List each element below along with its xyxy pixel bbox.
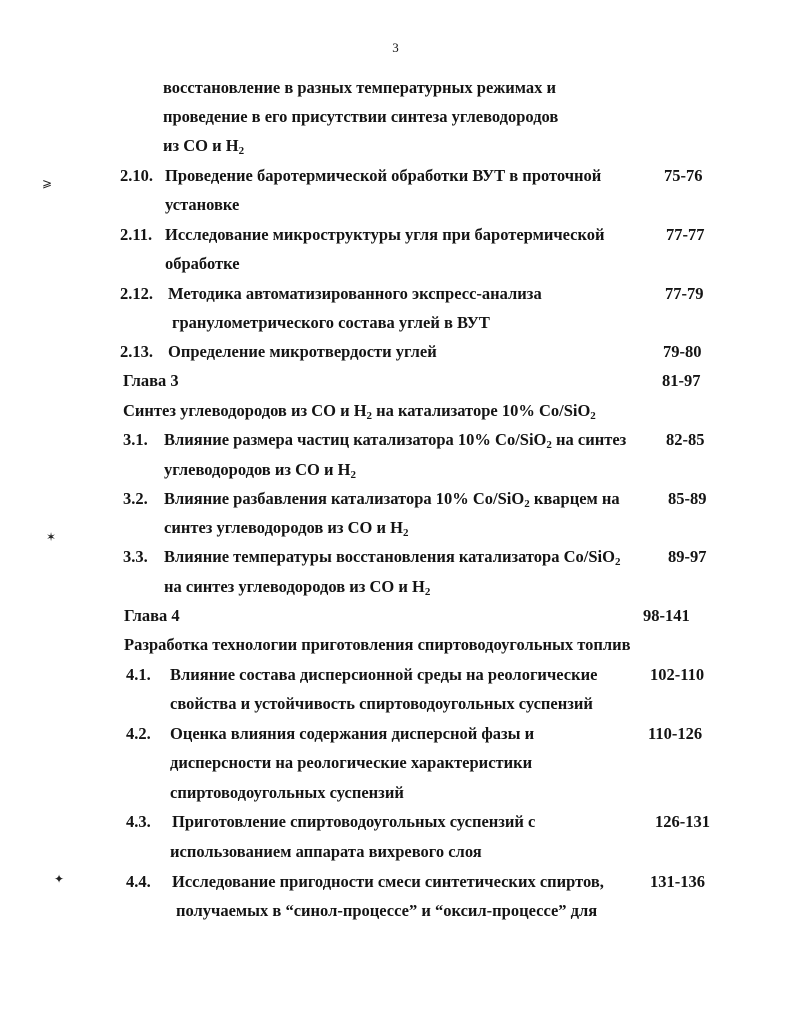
toc-entry-4-4-title: Исследование пригодности смеси синтетических спиртов, xyxy=(172,872,604,891)
toc-entry-3-2-title: Влияние разбавления катализатора 10% Co/SiO$_2$ кварцем на xyxy=(164,489,620,510)
toc-entry-2-11-title: Исследование микроструктуры угля при баротермической xyxy=(165,225,605,244)
toc-entry-4-2-title-cont-2: спиртоводоугольных суспензий xyxy=(170,783,404,802)
toc-entry-4-3-title-cont: использованием аппарата вихревого слоя xyxy=(170,842,482,861)
continuation-line-3: из CO и $H_2$ xyxy=(163,136,245,157)
toc-entry-2-12-pages: 77-79 xyxy=(665,284,704,303)
toc-entry-2-11-number: 2.11. xyxy=(120,225,153,244)
toc-entry-3-1-pages: 82-85 xyxy=(666,430,705,449)
toc-entry-2-13-pages: 79-80 xyxy=(663,342,702,361)
toc-entry-3-3-title: Влияние температуры восстановления катализатора Co/SiO$_2$ xyxy=(164,547,621,568)
toc-entry-4-3-pages: 126-131 xyxy=(655,812,710,831)
toc-entry-2-10-number: 2.10. xyxy=(120,166,153,185)
continuation-line-1: восстановление в разных температурных режимах и xyxy=(163,78,556,97)
toc-entry-4-2-title: Оценка влияния содержания дисперсной фазы и xyxy=(170,724,535,743)
toc-entry-4-2-number: 4.2. xyxy=(126,724,151,743)
toc-entry-4-1-title-cont: свойства и устойчивость спиртоводоугольных суспензий xyxy=(170,694,593,713)
toc-entry-4-1-pages: 102-110 xyxy=(650,665,705,684)
toc-entry-3-3-title-cont: на синтез углеводородов из CO и $H_2$ xyxy=(164,577,431,598)
toc-entry-2-13-title: Определение микротвердости углей xyxy=(168,342,437,361)
chapter-3-label: Глава 3 xyxy=(123,371,179,390)
toc-entry-2-10-pages: 75-76 xyxy=(664,166,703,185)
toc-entry-4-1-title: Влияние состава дисперсионной среды на реологические xyxy=(170,665,598,684)
toc-entry-2-11-pages: 77-77 xyxy=(666,225,705,244)
toc-entry-3-1-title: Влияние размера частиц катализатора 10% Co/SiO$_2$ на синтез xyxy=(164,430,627,451)
toc-entry-4-2-title-cont-1: дисперсности на реологические характеристики xyxy=(170,753,533,772)
toc-entry-3-1-title-cont: углеводородов из CO и $H_2$ xyxy=(164,460,356,481)
toc-entry-2-11-title-cont: обработке xyxy=(165,254,240,273)
toc-entry-3-2-number: 3.2. xyxy=(123,489,148,508)
scan-mark: ✦ xyxy=(54,872,65,886)
toc-entry-3-3-number: 3.3. xyxy=(123,547,148,566)
toc-entry-4-4-number: 4.4. xyxy=(126,872,151,891)
toc-entry-3-3-pages: 89-97 xyxy=(668,547,707,566)
chapter-4-pages: 98-141 xyxy=(643,606,690,625)
chapter-4-label: Глава 4 xyxy=(124,606,180,625)
toc-entry-4-3-title: Приготовление спиртоводоугольных суспензий с xyxy=(172,812,536,831)
toc-entry-4-2-pages: 110-126 xyxy=(648,724,703,743)
toc-entry-4-3-number: 4.3. xyxy=(126,812,151,831)
toc-entry-4-1-number: 4.1. xyxy=(126,665,151,684)
toc-entry-4-4-title-cont: получаемых в “синол-процессе” и “оксил-процессе” для xyxy=(176,901,598,920)
toc-entry-3-1-number: 3.1. xyxy=(123,430,148,449)
chapter-3-title: Синтез углеводородов из CO и $H_2$ на катализаторе 10% Co/SiO$_2$ xyxy=(123,401,596,422)
scan-mark: ✶ xyxy=(46,530,57,544)
toc-entry-2-13-number: 2.13. xyxy=(120,342,153,361)
toc-entry-3-2-pages: 85-89 xyxy=(668,489,707,508)
toc-entry-2-10-title-cont: установке xyxy=(165,195,240,214)
continuation-line-2: проведение в его присутствии синтеза углеводородов xyxy=(163,107,559,126)
toc-entry-2-12-title-cont: гранулометрического состава углей в ВУТ xyxy=(172,313,490,332)
page-number: 3 xyxy=(392,40,399,55)
chapter-3-pages: 81-97 xyxy=(662,371,701,390)
toc-entry-2-12-number: 2.12. xyxy=(120,284,153,303)
toc-entry-2-12-title: Методика автоматизированного экспресс-анализа xyxy=(168,284,542,303)
scan-mark: ⩾ xyxy=(42,176,53,190)
toc-entry-3-2-title-cont: синтез углеводородов из CO и $H_2$ xyxy=(164,518,409,539)
chapter-4-title: Разработка технологии приготовления спиртоводоугольных топлив xyxy=(124,635,631,654)
toc-entry-2-10-title: Проведение баротермической обработки ВУТ в проточной xyxy=(165,166,602,185)
toc-entry-4-4-pages: 131-136 xyxy=(650,872,705,891)
